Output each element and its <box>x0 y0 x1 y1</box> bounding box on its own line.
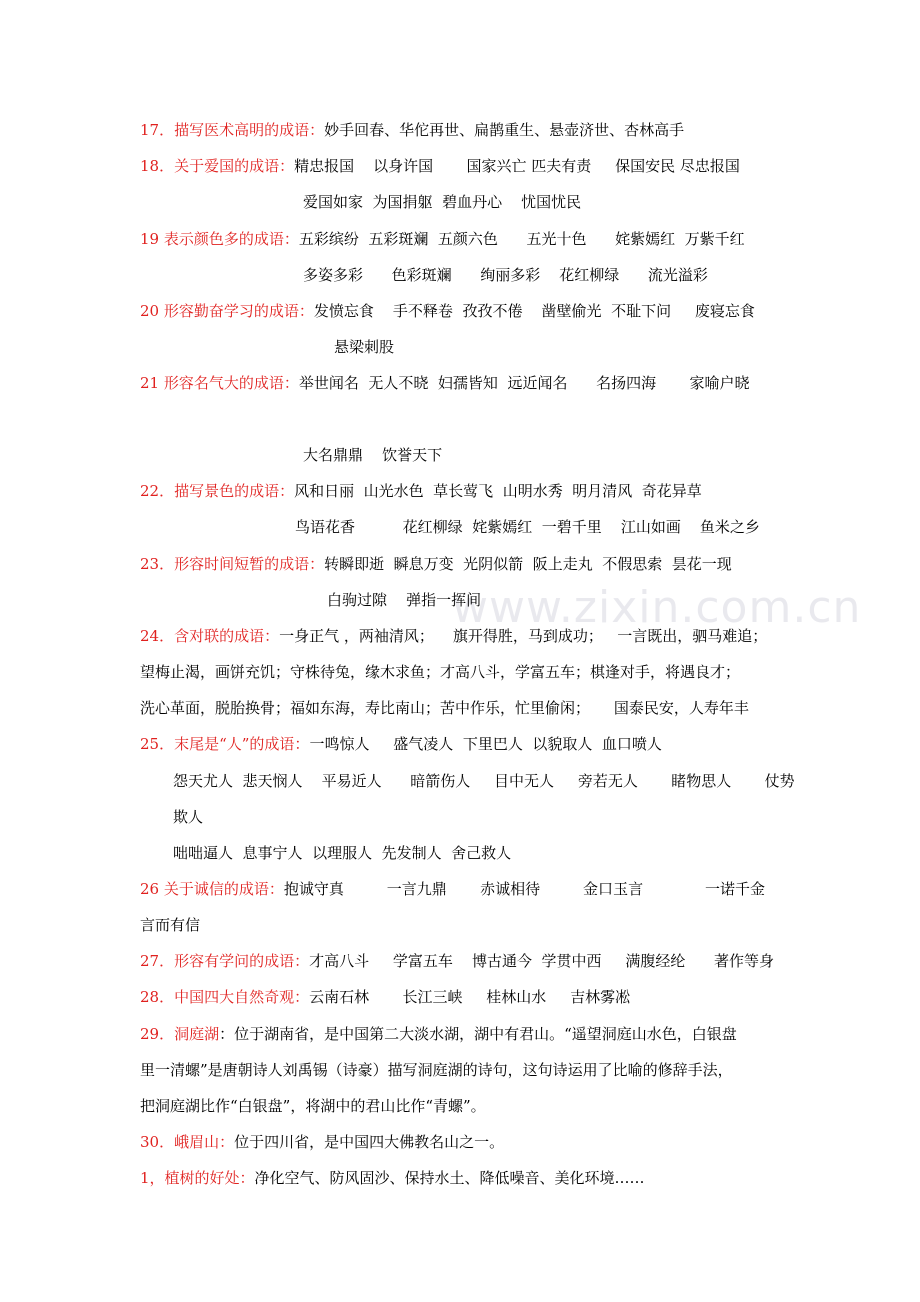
item-25 <box>140 734 662 754</box>
item-18 <box>140 156 740 176</box>
item-21-continuation: 大名鼎鼎 饮誉天下 <box>303 446 443 464</box>
item-text: ：位于湖南省，是中国第二大淡水湖，湖中有君山。“遥望洞庭山水色，白银盘 <box>219 1025 737 1043</box>
item-19-continuation: 多姿多彩 色彩斑斓 绚丽多彩 花红柳绿 流光溢彩 <box>303 266 708 284</box>
item-text: 才高八斗 学富五车 博古通今 学贯中西 满腹经纶 著作等身 <box>309 952 774 970</box>
item-label: 30．峨眉山： <box>140 1133 235 1151</box>
item-label: 28．中国四大自然奇观： <box>140 988 310 1006</box>
item-label: 25．末尾是“人”的成语： <box>140 735 310 753</box>
item-23 <box>140 554 732 574</box>
item-27 <box>140 951 774 971</box>
item-label: 19 表示颜色多的成语： <box>140 230 299 248</box>
item-label: 20 形容勤奋学习的成语： <box>140 302 314 320</box>
item-21 <box>140 373 749 393</box>
item-text: 云南石林 长江三峡 桂林山水 吉林雾凇 <box>309 988 631 1006</box>
item-text: 转瞬即逝 瞬息万变 光阴似箭 阪上走丸 不假思索 昙花一现 <box>324 555 732 573</box>
item-26 <box>140 879 765 899</box>
item-20-continuation: 悬梁刺股 <box>334 338 395 356</box>
item-25-line4: 咄咄逼人 息事宁人 以理服人 先发制人 舍己救人 <box>173 844 512 862</box>
item-24-line2: 望梅止渴，画饼充饥；守株待兔，缘木求鱼；才高八斗，学富五车；棋逢对手，将遇良才； <box>140 663 741 681</box>
item-20 <box>140 301 755 321</box>
item-text: 发愤忘食 手不释卷 孜孜不倦 凿壁偷光 不耻下问 废寝忘食 <box>313 302 755 320</box>
item-29 <box>140 1024 737 1044</box>
item-29-line3: 把洞庭湖比作“白银盘”，将湖中的君山比作“青螺”。 <box>140 1097 486 1115</box>
item-text: 一鸣惊人 盛气凌人 下里巴人 以貌取人 血口喷人 <box>309 735 662 753</box>
item-28 <box>140 987 630 1007</box>
item-25-line3: 欺人 <box>173 808 204 826</box>
item-label: 26 关于诚信的成语： <box>140 880 284 898</box>
item-label: 17．描写医术高明的成语： <box>140 121 325 139</box>
item-label: 29．洞庭湖 <box>140 1025 220 1043</box>
item-text: 五彩缤纷 五彩斑斓 五颜六色 五光十色 姹紫嫣红 万紫千红 <box>298 230 745 248</box>
item-text: 举世闻名 无人不晓 妇孺皆知 远近闻名 名扬四海 家喻户晓 <box>298 374 750 392</box>
item-29-line2: 里一清螺”是唐朝诗人刘禹锡（诗豪）描写洞庭湖的诗句，这句诗运用了比喻的修辞手法， <box>140 1061 733 1079</box>
item-25-line2: 怨天尤人 悲天悯人 平易近人 暗箭伤人 目中无人 旁若无人 睹物思人 仗势 <box>173 772 795 790</box>
item-text: 一身正气 ，两袖清风； 旗开得胜，马到成功； 一言既出，驷马难追； <box>279 627 768 645</box>
item-text: 净化空气、防风固沙、保持水土、降低噪音、美化环境…… <box>254 1169 645 1187</box>
item-18-continuation: 爱国如家 为国捐躯 碧血丹心 忧国忧民 <box>303 193 582 211</box>
item-23-continuation: 白驹过隙 弹指一挥间 <box>327 591 482 609</box>
item-24-line3: 洗心革面，脱胎换骨；福如东海，寿比南山；苦中作乐，忙里偷闲； 国泰民安，人寿年丰 <box>140 699 749 717</box>
watermark: www.zixin.com.cn <box>452 582 862 633</box>
item-1 <box>140 1168 645 1188</box>
item-label: 22．描写景色的成语： <box>140 482 295 500</box>
item-text: 位于四川省，是中国四大佛教名山之一。 <box>234 1133 505 1151</box>
item-label: 27．形容有学问的成语： <box>140 952 310 970</box>
item-19 <box>140 229 745 249</box>
item-26-line2: 言而有信 <box>140 916 201 934</box>
item-label: 1，植树的好处： <box>140 1169 255 1187</box>
item-label: 24．含对联的成语： <box>140 627 280 645</box>
item-text: 风和日丽 山光水色 草长莺飞 山明水秀 明月清风 奇花异草 <box>294 482 702 500</box>
item-label: 18．关于爱国的成语： <box>140 157 295 175</box>
item-text: 抱诚守真 一言九鼎 赤诚相待 金口玉言 一诺千金 <box>283 880 766 898</box>
item-24 <box>140 626 767 646</box>
item-text: 妙手回春、华佗再世、扁鹊重生、悬壶济世、杏林高手 <box>324 121 685 139</box>
item-30 <box>140 1132 504 1152</box>
item-label: 21 形容名气大的成语： <box>140 374 299 392</box>
item-text: 精忠报国 以身许国 国家兴亡 匹夫有责 保国安民 尽忠报国 <box>294 157 740 175</box>
item-label: 23．形容时间短暂的成语： <box>140 555 325 573</box>
item-17 <box>140 120 684 140</box>
item-22-continuation: 鸟语花香 花红柳绿 姹紫嫣红 一碧千里 江山如画 鱼米之乡 <box>295 518 760 536</box>
item-22 <box>140 481 702 501</box>
